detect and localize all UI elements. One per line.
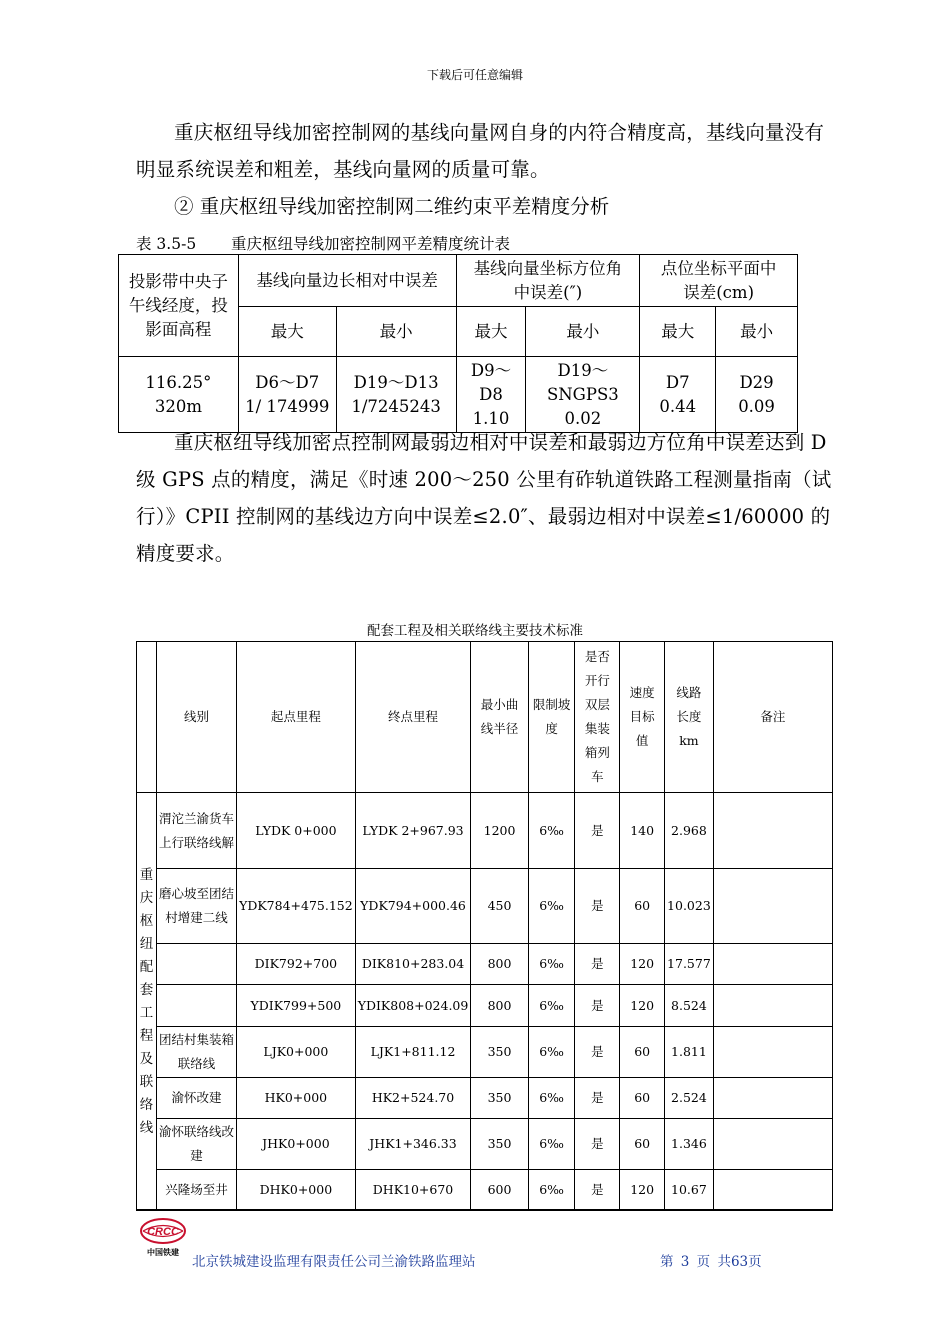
th-start: 起点里程 [237, 642, 356, 793]
footer-company: 北京铁城建设监理有限责任公司兰渝铁路监理站 [192, 1254, 476, 1270]
cell-note [713, 1170, 832, 1211]
cell-line: 渭沱兰渝货车上行联络线解 [156, 793, 236, 869]
cell-radius: 350 [471, 1119, 528, 1170]
cell-az-min-l1: D19～ [557, 360, 609, 380]
cell-end: YDK794+000.46 [355, 869, 471, 944]
cell-speed: 120 [620, 985, 665, 1027]
cell-double-stack: 是 [575, 985, 620, 1027]
th-pt-max: 最大 [640, 307, 716, 357]
paragraph-2: 重庆枢纽导线加密点控制网最弱边相对中误差和最弱边方位角中误差达到 D 级 GPS 点的精度，满足《时速 200～250 公里有砟轨道铁路工程测量指南（试行）》CPII 控制网的基线边方向中误差≤2.0″、最弱边相对中误差≤1/60000 的精度要求。 [136, 431, 832, 565]
cell-projection-l1: 116.25° [145, 372, 212, 392]
table-row [137, 944, 833, 985]
cell-end: LYDK 2+967.93 [355, 793, 471, 869]
cell-grade: 6‰ [528, 944, 575, 985]
cell-projection-l2: 320m [154, 396, 202, 416]
cell-grade: 6‰ [528, 985, 575, 1027]
th-group-blank [137, 642, 157, 793]
cell-end: JHK1+346.33 [355, 1119, 471, 1170]
cell-grade: 6‰ [528, 1027, 575, 1078]
th-length: 线路长度km [665, 642, 714, 793]
cell-start: HK0+000 [237, 1078, 356, 1119]
cell-radius: 450 [471, 869, 528, 944]
cell-length: 1.811 [665, 1027, 714, 1078]
cell-az-max-l2: D8 [479, 384, 503, 404]
th-double-stack: 是否开行双层集装箱列车 [575, 642, 620, 793]
th-pt-min: 最小 [716, 307, 798, 357]
th-speed: 速度目标值 [620, 642, 665, 793]
cell-end: HK2+524.70 [355, 1078, 471, 1119]
cell-grade: 6‰ [528, 793, 575, 869]
cell-speed: 120 [620, 1170, 665, 1211]
cell-start: YDK784+475.152 [237, 869, 356, 944]
group-cell [137, 793, 157, 1211]
cell-length: 10.023 [665, 869, 714, 944]
th-grade: 限制坡度 [528, 642, 575, 793]
tech-standard-table [136, 641, 833, 1211]
cell-grade: 6‰ [528, 1170, 575, 1211]
cell-pt-min-l2: 0.09 [738, 396, 775, 416]
cell-line: 兴隆场至井 [156, 1170, 236, 1211]
cell-pt-min [716, 357, 798, 433]
footer-divider [136, 1209, 833, 1210]
cell-pt-max-l2: 0.44 [659, 396, 697, 416]
table-row [137, 869, 833, 944]
cell-edge-max [238, 357, 336, 433]
cell-pt-max-l1: D7 [665, 372, 690, 392]
th-point-error: 点位坐标平面中误差(cm) [640, 255, 798, 307]
cell-note [713, 1119, 832, 1170]
cell-radius: 800 [471, 944, 528, 985]
header-note: 下载后可任意编辑 [426, 68, 523, 82]
cell-line: 磨心坡至团结村增建二线 [156, 869, 236, 944]
cell-radius: 350 [471, 1078, 528, 1119]
cell-az-min [526, 357, 640, 433]
cell-speed: 60 [620, 1078, 665, 1119]
cell-speed: 140 [620, 793, 665, 869]
table-row [137, 1119, 833, 1170]
cell-length: 2.524 [665, 1078, 714, 1119]
cell-length: 1.346 [665, 1119, 714, 1170]
table1-caption-no: 表 3.5-5 [136, 235, 197, 253]
subheading: ② 重庆枢纽导线加密控制网二维约束平差精度分析 [174, 195, 610, 218]
th-az-min: 最小 [526, 307, 640, 357]
footer-page-number: 第 3 页 共63页 [660, 1254, 762, 1270]
cell-start: DHK0+000 [237, 1170, 356, 1211]
table-row [137, 985, 833, 1027]
cell-radius: 600 [471, 1170, 528, 1211]
cell-note [713, 944, 832, 985]
cell-grade: 6‰ [528, 1078, 575, 1119]
cell-start: JHK0+000 [237, 1119, 356, 1170]
table1-caption-title: 重庆枢纽导线加密控制网平差精度统计表 [230, 235, 510, 253]
cell-start: DIK792+700 [237, 944, 356, 985]
th-edge-min: 最小 [336, 307, 456, 357]
cell-radius: 800 [471, 985, 528, 1027]
cell-az-min-l2: SNGPS3 [546, 384, 619, 404]
cell-grade: 6‰ [528, 869, 575, 944]
cell-note [713, 869, 832, 944]
th-note: 备注 [713, 642, 832, 793]
cell-edge-min-l2: 1/7245243 [351, 396, 441, 416]
cell-length: 2.968 [665, 793, 714, 869]
th-radius: 最小曲线半径 [471, 642, 528, 793]
cell-speed: 60 [620, 869, 665, 944]
cell-end: DHK10+670 [355, 1170, 471, 1211]
cell-az-min-l3: 0.02 [564, 408, 602, 428]
cell-note [713, 1078, 832, 1119]
table2-caption: 配套工程及相关联络线主要技术标准 [367, 623, 583, 639]
cell-end: LJK1+811.12 [355, 1027, 471, 1078]
cell-edge-min-l1: D19～D13 [353, 372, 439, 392]
th-edge-max: 最大 [238, 307, 336, 357]
cell-edge-max-l1: D6～D7 [255, 372, 320, 392]
group-label: 重庆枢纽配套工程及联络线 [139, 866, 154, 1136]
crcc-logo-icon [134, 1218, 192, 1260]
cell-edge-max-l2: 1/ 174999 [245, 396, 330, 416]
cell-line [156, 944, 236, 985]
cell-speed: 60 [620, 1119, 665, 1170]
cell-projection [119, 357, 239, 433]
logo-text: CRCC [147, 1226, 179, 1238]
cell-double-stack: 是 [575, 1170, 620, 1211]
cell-line [156, 985, 236, 1027]
table-row [137, 1078, 833, 1119]
th-edge-error: 基线向量边长相对中误差 [238, 255, 456, 307]
cell-line: 渝怀改建 [156, 1078, 236, 1119]
precision-table [118, 254, 798, 433]
cell-pt-min-l1: D29 [739, 372, 774, 392]
cell-radius: 350 [471, 1027, 528, 1078]
th-azimuth-error: 基线向量坐标方位角中误差(″) [456, 255, 640, 307]
cell-line: 渝怀联络线改建 [156, 1119, 236, 1170]
cell-radius: 1200 [471, 793, 528, 869]
cell-pt-max [640, 357, 716, 433]
crcc-logo [134, 1218, 192, 1260]
th-line: 线别 [156, 642, 236, 793]
cell-double-stack: 是 [575, 793, 620, 869]
cell-double-stack: 是 [575, 869, 620, 944]
table-row [137, 1027, 833, 1078]
cell-speed: 120 [620, 944, 665, 985]
table-row [137, 1170, 833, 1211]
cell-az-max [456, 357, 526, 433]
cell-length: 8.524 [665, 985, 714, 1027]
cell-length: 10.67 [665, 1170, 714, 1211]
cell-note [713, 1027, 832, 1078]
cell-grade: 6‰ [528, 1119, 575, 1170]
cell-az-max-l1: D9～ [470, 360, 512, 380]
cell-edge-min [336, 357, 456, 433]
paragraph-1: 重庆枢纽导线加密控制网的基线向量网自身的内符合精度高，基线向量没有明显系统误差和粗差，基线向量网的质量可靠。 [136, 121, 825, 181]
cell-az-max-l3: 1.10 [472, 408, 510, 428]
th-projection: 投影带中央子午线经度，投影面高程 [119, 255, 239, 357]
cell-line: 团结村集装箱联络线 [156, 1027, 236, 1078]
cell-double-stack: 是 [575, 1027, 620, 1078]
cell-double-stack: 是 [575, 1078, 620, 1119]
cell-double-stack: 是 [575, 1119, 620, 1170]
cell-note [713, 793, 832, 869]
cell-end: DIK810+283.04 [355, 944, 471, 985]
th-end: 终点里程 [355, 642, 471, 793]
cell-note [713, 985, 832, 1027]
th-az-max: 最大 [456, 307, 526, 357]
cell-start: LYDK 0+000 [237, 793, 356, 869]
cell-speed: 60 [620, 1027, 665, 1078]
cell-end: YDIK808+024.09 [355, 985, 471, 1027]
cell-start: LJK0+000 [237, 1027, 356, 1078]
cell-start: YDIK799+500 [237, 985, 356, 1027]
table-row [137, 793, 833, 869]
cell-length: 17.577 [665, 944, 714, 985]
cell-double-stack: 是 [575, 944, 620, 985]
table1-caption [136, 232, 510, 254]
logo-caption: 中国铁建 [147, 1248, 179, 1257]
